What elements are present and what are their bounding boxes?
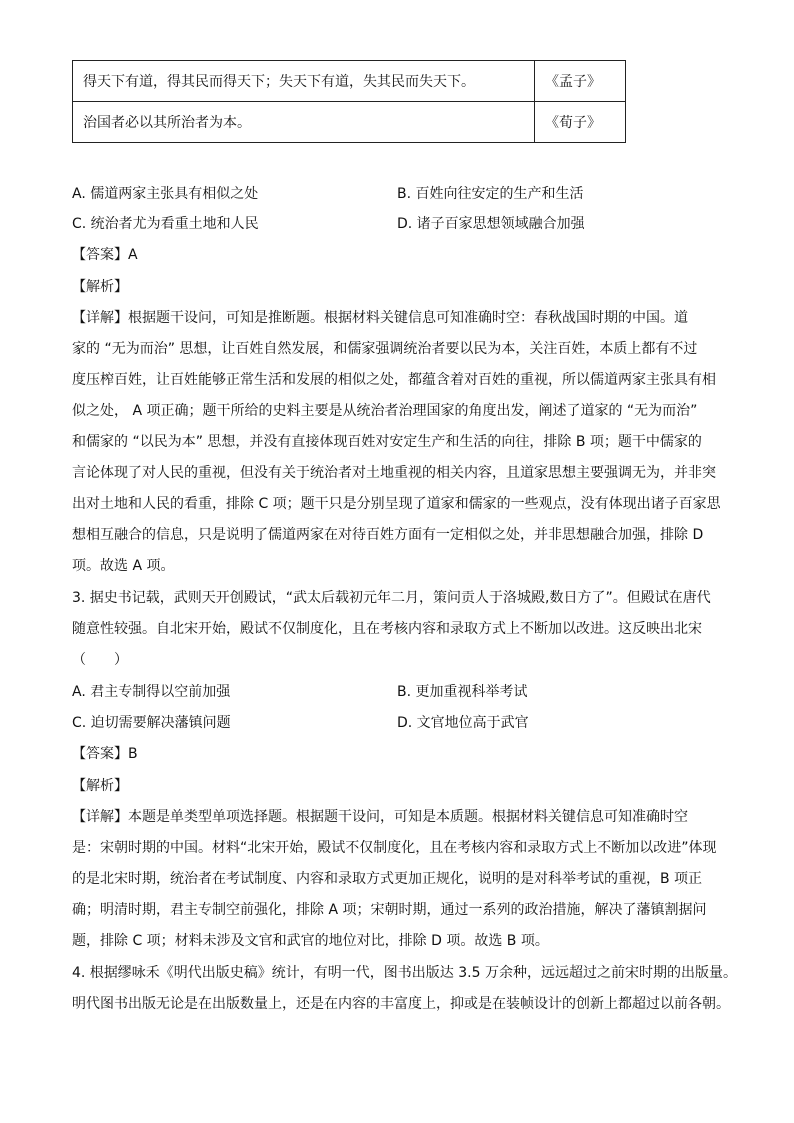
- quote-table: [72, 60, 626, 143]
- detail-line: 言论体现了对人民的重视，但没有关于统治者对土地重视的相关内容，且道家思想主要强调无为，并非突: [72, 465, 716, 481]
- detail-line: 度压榨百姓，让百姓能够正常生活和发展的相似之处，都蕴含着对百姓的重视，所以儒道两家主张具有相: [72, 372, 716, 388]
- q2-option-a: A. 儒道两家主张具有相似之处: [72, 186, 259, 202]
- detail-line: 家的 “无为而治” 思想，让百姓自然发展，和儒家强调统治者要以民为本，关注百姓，本质上都有不过: [72, 341, 698, 357]
- stem-line: 随意性较强。自北宋开始，殿试不仅制度化，且在考核内容和录取方式上不断加以改进。这反映出北宋: [72, 621, 702, 637]
- q3-detail: [72, 802, 732, 957]
- detail-line: 确；明清时期，君主专制空前强化，排除 A 项；宋朝时期，通过一系列的政治措施，解决了藩镇割据问: [72, 902, 707, 918]
- detail-line: 和儒家的 “以民为本” 思想，并没有直接体现百姓对安定生产和生活的向往，排除 B 项；题干中儒家的: [72, 434, 702, 450]
- q2-option-c: C. 统治者尤为看重土地和人民: [72, 216, 259, 232]
- q3-analysis-label: 【解析】: [72, 778, 128, 794]
- detail-line: 似之处， A 项正确；题干所给的史料主要是从统治者治理国家的角度出发，阐述了道家的 “无为而治”: [72, 403, 698, 419]
- q3-option-a: A. 君主专制得以空前加强: [72, 684, 231, 700]
- table-row: [73, 102, 626, 143]
- q2-answer: 【答案】A: [72, 247, 138, 263]
- table-row: [73, 61, 626, 102]
- stem-line: 4. 根据缪咏禾《明代出版史稿》统计，有明一代，图书出版达 3.5 万余种，远远超过之前宋时期的出版量。: [72, 965, 737, 981]
- detail-line: 题，排除 C 项；材料未涉及文官和武官的地位对比，排除 D 项。故选 B 项。: [72, 933, 549, 949]
- stem-line: （ ）: [72, 652, 128, 668]
- quote-source: 《孟子》: [535, 61, 626, 102]
- q2-option-b: B. 百姓向往安定的生产和生活: [397, 186, 584, 202]
- q2-option-d: D. 诸子百家思想领域融合加强: [397, 216, 585, 232]
- quote-text: 治国者必以其所治者为本。: [73, 102, 535, 143]
- detail-line: 是：宋朝时期的中国。材料“北宋开始，殿试不仅制度化，且在考核内容和录取方式上不断加以改进”体现: [72, 840, 717, 856]
- detail-line: 项。故选 A 项。: [72, 558, 175, 574]
- q3-stem: [72, 583, 732, 676]
- q2-detail: [72, 303, 732, 582]
- stem-line: 明代图书出版无论是在出版数量上，还是在内容的丰富度上，抑或是在装帧设计的创新上都超过以前各朝。: [72, 996, 730, 1012]
- detail-line: 想相互融合的信息，只是说明了儒道两家在对待百姓方面有一定相似之处，并非思想融合加强，排除 D: [72, 527, 704, 543]
- q3-option-b: B. 更加重视科举考试: [397, 684, 528, 700]
- q3-option-c: C. 迫切需要解决藩镇问题: [72, 715, 231, 731]
- q2-analysis-label: 【解析】: [72, 279, 128, 295]
- detail-line: 【详解】本题是单类型单项选择题。根据题干设问，可知是本质题。根据材料关键信息可知准确时空: [72, 809, 688, 825]
- detail-line: 出对土地和人民的看重，排除 C 项；题干只是分别呈现了道家和儒家的一些观点，没有体现出诸子百家思: [72, 496, 721, 512]
- q4-stem: [72, 958, 772, 1020]
- detail-line: 【详解】根据题干设问，可知是推断题。根据材料关键信息可知准确时空：春秋战国时期的中国。道: [72, 310, 688, 326]
- quote-text: 得天下有道，得其民而得天下；失天下有道，失其民而失天下。: [73, 61, 535, 102]
- quote-source: 《荀子》: [535, 102, 626, 143]
- stem-line: 3. 据史书记载，武则天开创殿试，“武太后载初元年二月，策问贡人于洛城殿,数日方了”。但殿试在唐代: [72, 590, 711, 606]
- detail-line: 的是北宋时期，统治者在考试制度、内容和录取方式更加正规化，说明的是对科举考试的重视，B 项正: [72, 871, 703, 887]
- q3-option-d: D. 文官地位高于武官: [397, 715, 529, 731]
- q3-answer: 【答案】B: [72, 746, 138, 762]
